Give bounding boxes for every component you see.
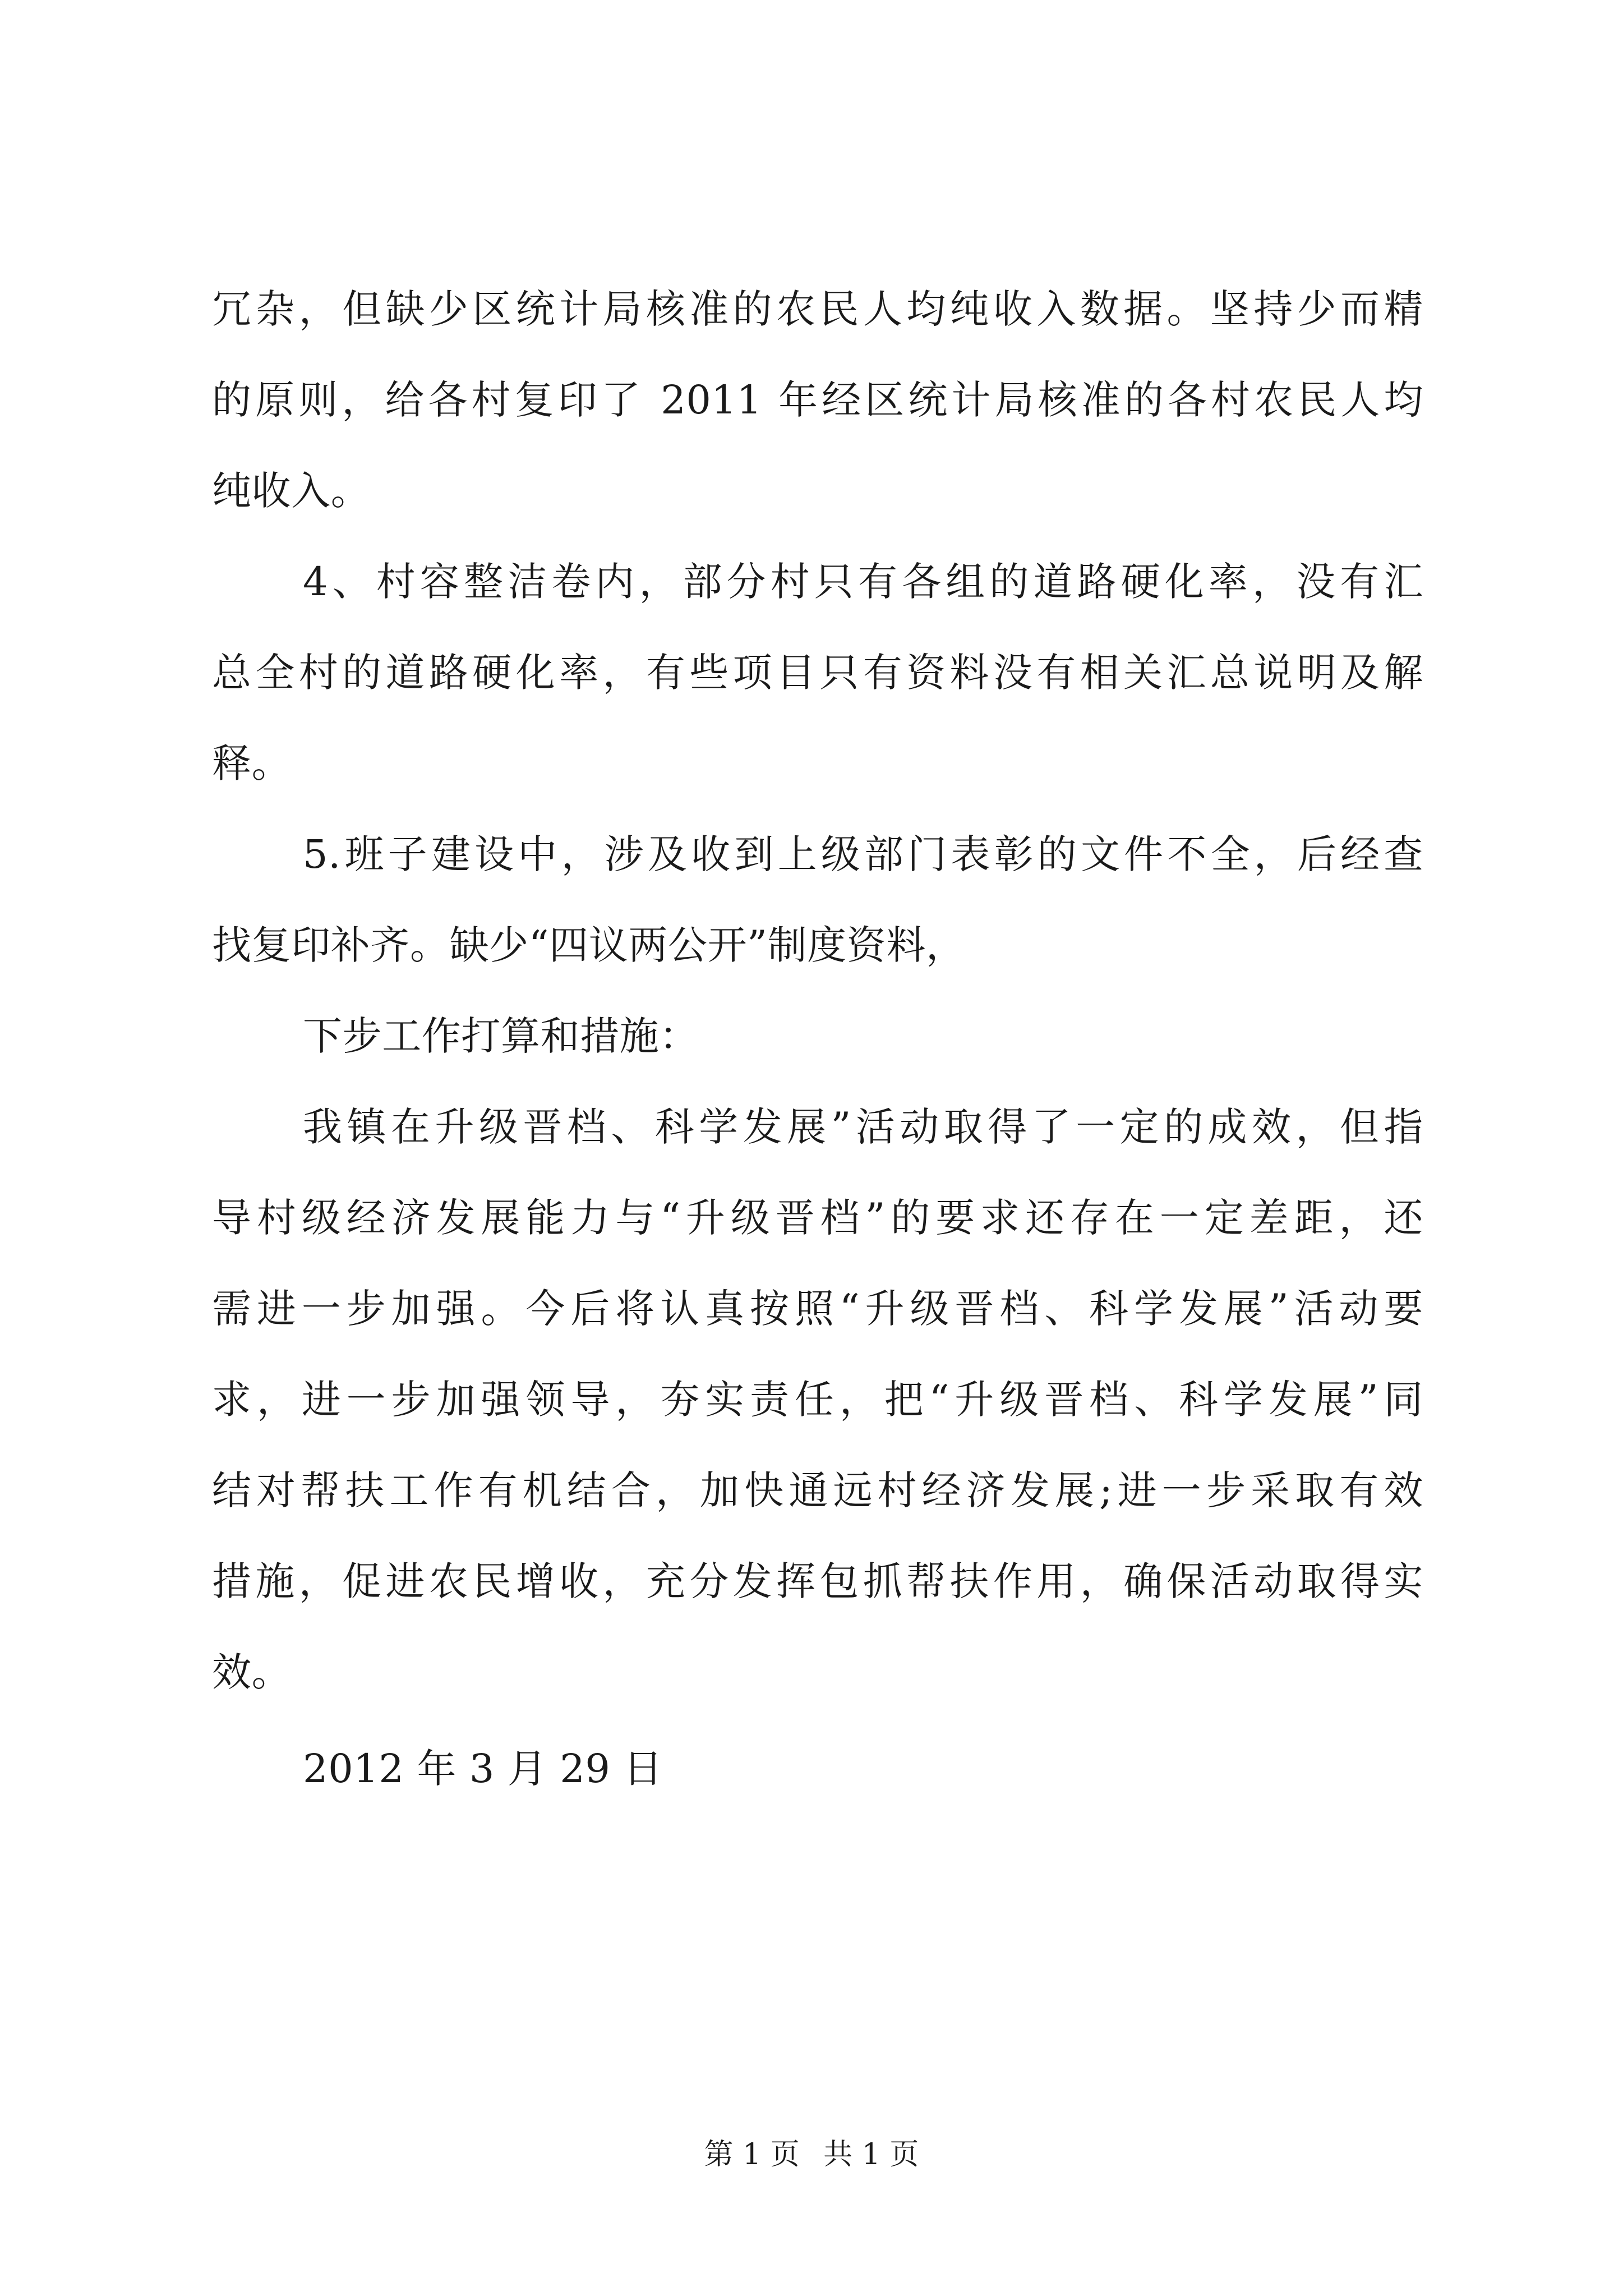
paragraph-line: 总全村的道路硬化率，有些项目只有资料没有相关汇总说明及解 xyxy=(212,650,1423,696)
paragraph-line: 求，进一步加强领导，夯实责任，把“升级晋档、科学发展”同 xyxy=(212,1377,1423,1423)
paragraph-line: 4、村容整洁卷内，部分村只有各组的道路硬化率，没有汇 xyxy=(303,559,1423,605)
section-heading: 下步工作打算和措施： xyxy=(303,1013,699,1059)
paragraph-line: 纯收入。 xyxy=(212,468,371,514)
paragraph-line: 措施，促进农民增收，充分发挥包抓帮扶作用，确保活动取得实 xyxy=(212,1558,1423,1604)
paragraph-line: 5.班子建设中，涉及收到上级部门表彰的文件不全，后经查 xyxy=(303,831,1423,877)
document-body xyxy=(212,264,1423,1814)
paragraph-line: 的原则，给各村复印了 2011 年经区统计局核准的各村农民人均 xyxy=(212,377,1423,423)
paragraph-line: 找复印补齐。缺少“四议两公开”制度资料， xyxy=(212,922,966,968)
document-date: 2012 年 3 月 29 日 xyxy=(303,1746,663,1792)
paragraph-line: 效。 xyxy=(212,1649,292,1695)
page-footer xyxy=(0,2135,1623,2174)
page-number-current: 第 1 页 xyxy=(704,2138,800,2171)
paragraph-line: 我镇在升级晋档、科学发展”活动取得了一定的成效，但指 xyxy=(303,1104,1423,1150)
paragraph-line: 需进一步加强。今后将认真按照“升级晋档、科学发展”活动要 xyxy=(212,1286,1423,1332)
paragraph-line: 冗杂，但缺少区统计局核准的农民人均纯收入数据。坚持少而精 xyxy=(212,286,1423,332)
page-number-total: 共 1 页 xyxy=(823,2138,919,2171)
paragraph-line: 释。 xyxy=(212,740,292,786)
paragraph-line: 导村级经济发展能力与“升级晋档”的要求还存在一定差距，还 xyxy=(212,1195,1423,1241)
paragraph-line: 结对帮扶工作有机结合，加快通远村经济发展;进一步采取有效 xyxy=(212,1467,1423,1513)
